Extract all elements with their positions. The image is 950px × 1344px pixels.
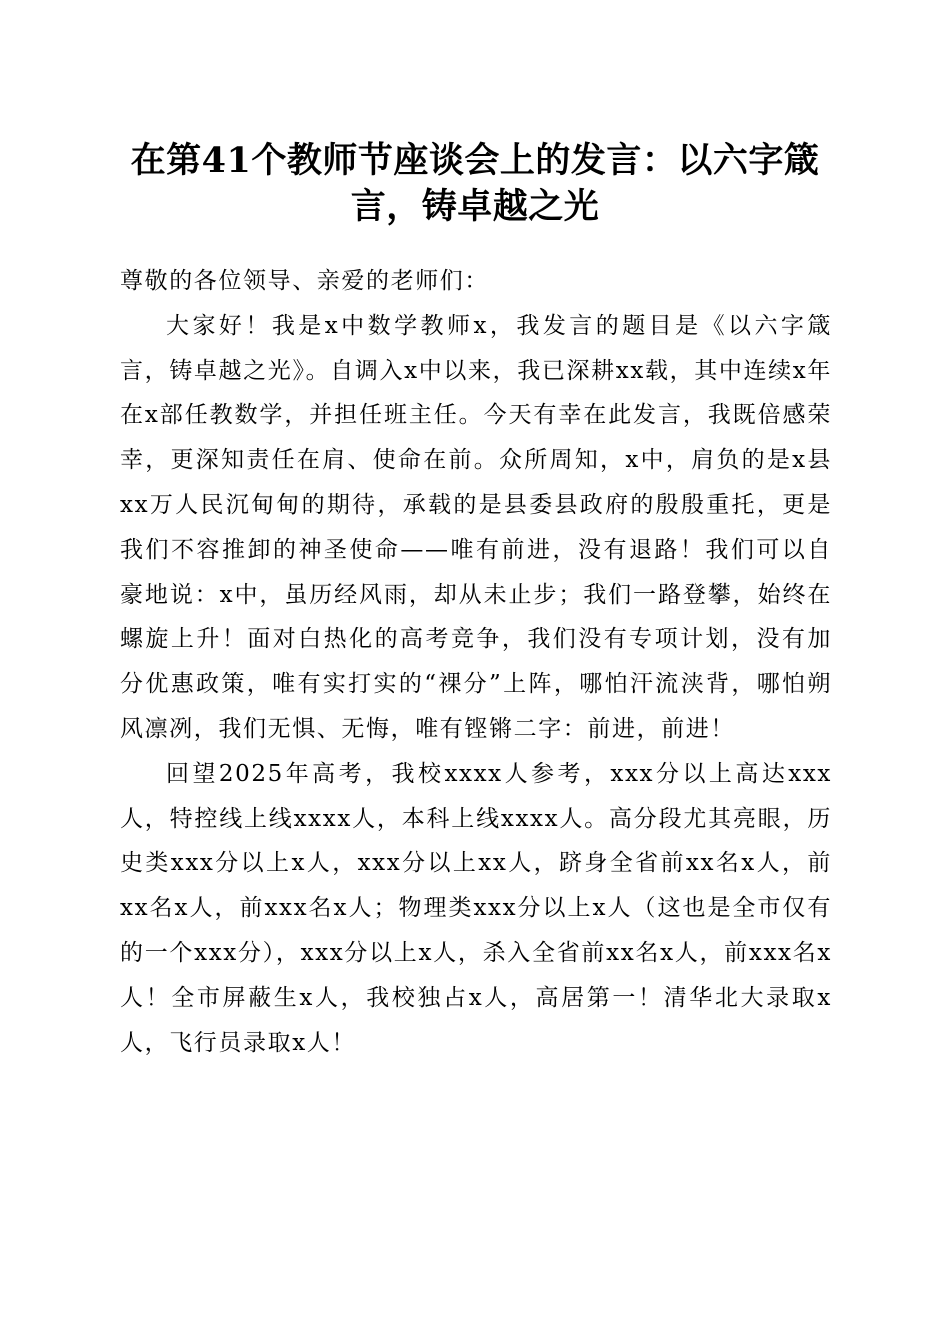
- document-title: 在第41个教师节座谈会上的发言：以六字箴言，铸卓越之光: [130, 140, 820, 227]
- paragraph-introduction: 大家好！我是x中数学教师x，我发言的题目是《以六字箴言，铸卓越之光》。自调入x中以来，我已深耕xx载，其中连续x年在x部任教数学，并担任班主任。今天有幸在此发言，我既倍感荣幸，更深知责任在肩、使命在前。众所周知，x中，肩负的是x县xx万人民沉甸甸的期待，承载的是县委县政府的殷殷重托，更是我们不容推卸的神圣使命——唯有前进，没有退路！我们可以自豪地说：x中，虽历经风雨，却从未止步；我们一路登攀，始终在螺旋上升！面对白热化的高考竞争，我们没有专项计划，没有加分优惠政策，唯有实打实的“裸分”上阵，哪怕汗流浃背，哪怕朔风凛冽，我们无惧、无悔，唯有铿锵二字：前进，前进！: [120, 312, 832, 742]
- paragraph-exam-results: 回望2025年高考，我校xxxx人参考，xxx分以上高达xxx人，特控线上线xxxx人，本科上线xxxx人。高分段尤其亮眼，历史类xxx分以上x人，xxx分以上xx人，跻身全省前xx名x人，前xx名x人，前xxx名x人；物理类xxx分以上x人（这也是全市仅有的一个xxx分），xxx分以上x人，杀入全省前xx名x人，前xxx名x人！全市屏蔽生x人，我校独占x人，高居第一！清华北大录取x人，飞行员录取x人！: [120, 760, 832, 1056]
- salutation: 尊敬的各位领导、亲爱的老师们：: [120, 268, 489, 294]
- document-body: [120, 259, 832, 1065]
